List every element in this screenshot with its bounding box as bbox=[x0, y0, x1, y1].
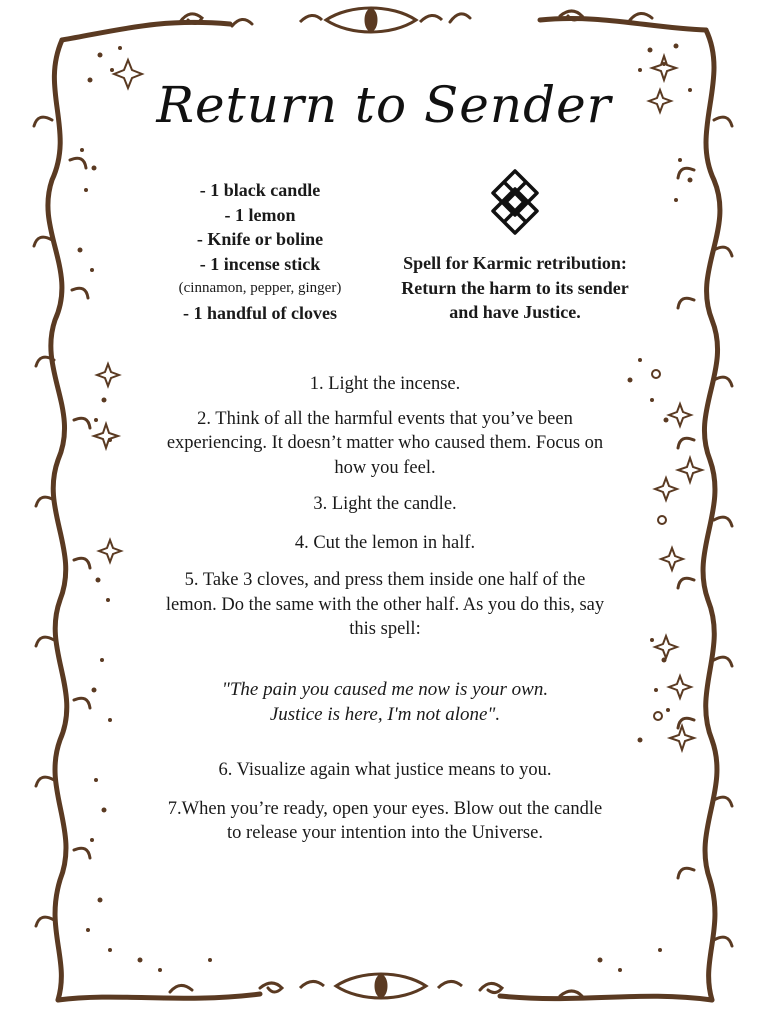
ingredient-item: - 1 incense stick bbox=[199, 253, 321, 274]
ingredient-item: - Knife or boline bbox=[196, 229, 324, 249]
eye-ornament-icon bbox=[300, 8, 442, 32]
instructions-final bbox=[160, 758, 610, 846]
instructions bbox=[160, 372, 610, 642]
purpose-line: Spell for Karmic retribution: bbox=[403, 253, 627, 273]
spell-chant bbox=[160, 677, 610, 727]
ingredient-item: - 1 handful of cloves bbox=[182, 302, 337, 323]
step-1: 1. Light the incense. bbox=[309, 374, 461, 394]
purpose-line: and have Justice. bbox=[449, 302, 581, 322]
chant-line: "The pain you caused me now is your own. bbox=[221, 679, 549, 700]
endless-knot-icon bbox=[487, 167, 543, 237]
step-4: 4. Cut the lemon in half. bbox=[294, 532, 476, 553]
ingredient-note: (cinnamon, pepper, ginger) bbox=[178, 280, 342, 296]
ingredient-item: - 1 black candle bbox=[199, 180, 321, 200]
ingredients-list bbox=[130, 178, 390, 325]
step-3: 3. Light the candle. bbox=[313, 494, 457, 514]
spell-purpose bbox=[370, 251, 660, 325]
page-title: Return to Sender bbox=[156, 76, 612, 134]
purpose-line: Return the harm to its sender bbox=[401, 277, 629, 298]
step-7: 7.When you’re ready, open your eyes. Blow out the candle to release your intention into the Universe. bbox=[167, 798, 603, 843]
chant-line: Justice is here, I'm not alone". bbox=[269, 704, 501, 725]
step-2: 2. Think of all the harmful events that you’ve been experiencing. It doesn’t matter who caused them. Focus on how you feel. bbox=[166, 408, 604, 478]
ingredient-item: - 1 lemon bbox=[224, 204, 296, 225]
step-5: 5. Take 3 cloves, and press them inside one half of the lemon. Do the same with the other half. As you do this, say this spell: bbox=[165, 570, 605, 639]
step-6: 6. Visualize again what justice means to you. bbox=[218, 760, 552, 780]
